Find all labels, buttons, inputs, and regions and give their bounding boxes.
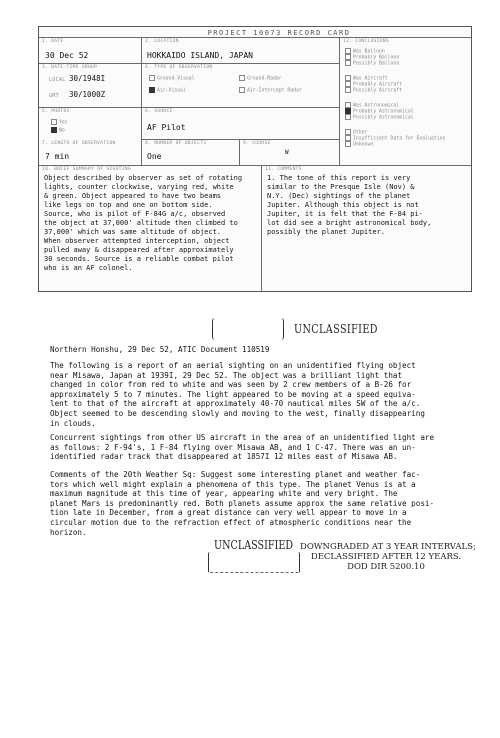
photos-label: 5. PHOTOS	[42, 109, 70, 114]
conclusion-option-checked: Probably Astronomical	[345, 108, 414, 115]
date-label: 1. DATE	[42, 39, 64, 44]
observation-option-checked: Air-Visual	[149, 87, 186, 94]
conclusion-option: Possibly Aircraft	[345, 87, 402, 94]
summary-label: 10. BRIEF SUMMARY OF SIGHTING	[42, 167, 131, 172]
observation-option: Ground-Radar	[239, 75, 282, 82]
conclusion-option: Possibly Balloon	[345, 60, 399, 67]
observation-type-label: 4. TYPE OF OBSERVATION	[145, 65, 213, 70]
photos-option: Yes	[51, 119, 68, 126]
location-value: HOKKAIDO ISLAND, JAPAN	[147, 51, 253, 60]
datetime-group-label: 3. DATE-TIME GROUP	[42, 65, 98, 70]
card-title: PROJECT 10073 RECORD CARD	[207, 29, 351, 37]
date-value: 30 Dec 52	[45, 51, 89, 60]
classification-stamp: UNCLASSIFIED	[294, 322, 378, 336]
paragraph-concurrent-sightings: Concurrent sightings from other US aircraft in the area of an unidentified light are as follows: 2 F-94's, 1 F-84 flying over Misawa AB, and 1 C-47. There was an un- identified radar track that disappeared at 1857I 12 miles east of Misawa AB.	[50, 433, 435, 462]
duration-label: 7. LENGTH OF OBSERVATION	[42, 141, 116, 146]
paragraph-report: The following is a report of an aerial sighting on an unidentified flying object near Misawa, Japan at 1939I, 29 Dec 52. The object was a brilliant light that changed in color from red to white and was seen by 2 crew members of a B-26 for approximately 5 to 7 minutes. The light appeared to be moving at a speed equiva- lent to that of the aircraft at approximately 40-70 nautical miles SW of the a/c. Object seemed to be descending slowly and moving to the west, finally disappearing in clouds.	[50, 361, 425, 428]
local-label: LOCAL	[49, 77, 66, 83]
observation-option: Air-Intercept Radar	[239, 87, 302, 94]
conclusion-option: Probably Balloon	[345, 54, 399, 61]
photos-option-checked: No	[51, 127, 65, 134]
source-label: 6. SOURCE	[145, 109, 173, 114]
downgrade-notice: DOWNGRADED AT 3 YEAR INTERVALS; DECLASSIFIED AFTER 12 YEARS. DOD DIR 5200.10	[300, 542, 476, 572]
conclusion-option: Other	[345, 129, 367, 136]
conclusion-option: Probably Aircraft	[345, 81, 402, 88]
paragraph-weather-comments: Comments of the 20th Weather Sq: Suggest some interesting planet and weather fac- tors which well might explain a phenomena of this type. The planet Venus is at a maximum magnitude at this time of year, appearing white and very bright. The planet Mars is predominantly red. Both planets assume approx the same relative posi- tion late in December, from a great distance can very well appear to move in a circular motion due to the refraction effect of atmospheric conditions near the horizon.	[50, 470, 435, 537]
document-header-line: Northern Honshu, 29 Dec 52, ATIC Document 110519	[50, 345, 270, 354]
course-mark: W	[285, 149, 289, 156]
bottom-stamp-frame	[208, 552, 300, 573]
classification-stamp-frame	[212, 318, 284, 340]
duration-value: 7 min	[45, 152, 70, 161]
conclusion-option: Possibly Astronomical	[345, 114, 414, 121]
comments-label: 11. COMMENTS	[265, 167, 302, 172]
gmt-time-value: 30/1000Z	[69, 90, 106, 99]
gmt-label: GMT	[49, 93, 59, 99]
comments-text: 1. The tone of this report is very similar to the Presque Isle (Nov) & N.Y. (Dec) sightings of the planet Jupiter. Although this object is not Jupiter, it is felt that the F-84 pi- lot did see a bright astronomical body, possibly the planet Jupiter.	[267, 174, 432, 236]
location-label: 2. LOCATION	[145, 39, 179, 44]
sighting-summary: Object described by observer as set of rotating lights, counter clockwise, varying red, white & green. Object appeared to have two beams like legs on top and one on bottom side. Source, who is pilot of F-84G a/c, observed the object at 37,000' altitude then climbed to 37,000' which was same altitude of object. When observer attempted interception, object pulled away & disappeared after approximately 30 seconds. Source is a reliable combat pilot who is an AF colonel.	[44, 174, 243, 272]
record-card	[38, 26, 472, 292]
local-time-value: 30/1948I	[69, 74, 106, 83]
num-objects-value: One	[147, 152, 162, 161]
conclusion-option: Was Astronomical	[345, 102, 399, 109]
conclusions-label: 12. CONCLUSIONS	[343, 39, 389, 44]
conclusion-option: Was Balloon	[345, 48, 385, 55]
source-value: AF Pilot	[147, 123, 186, 132]
conclusion-option: Insufficient Data for Evaluation	[345, 135, 445, 142]
bottom-classification-stamp: UNCLASSIFIED	[214, 538, 294, 552]
conclusion-option: Was Aircraft	[345, 75, 388, 82]
num-objects-label: 8. NUMBER OF OBJECTS	[145, 141, 207, 146]
conclusion-option: Unknown	[345, 141, 373, 148]
observation-option: Ground-Visual	[149, 75, 195, 82]
course-label: 9. COURSE	[243, 141, 271, 146]
